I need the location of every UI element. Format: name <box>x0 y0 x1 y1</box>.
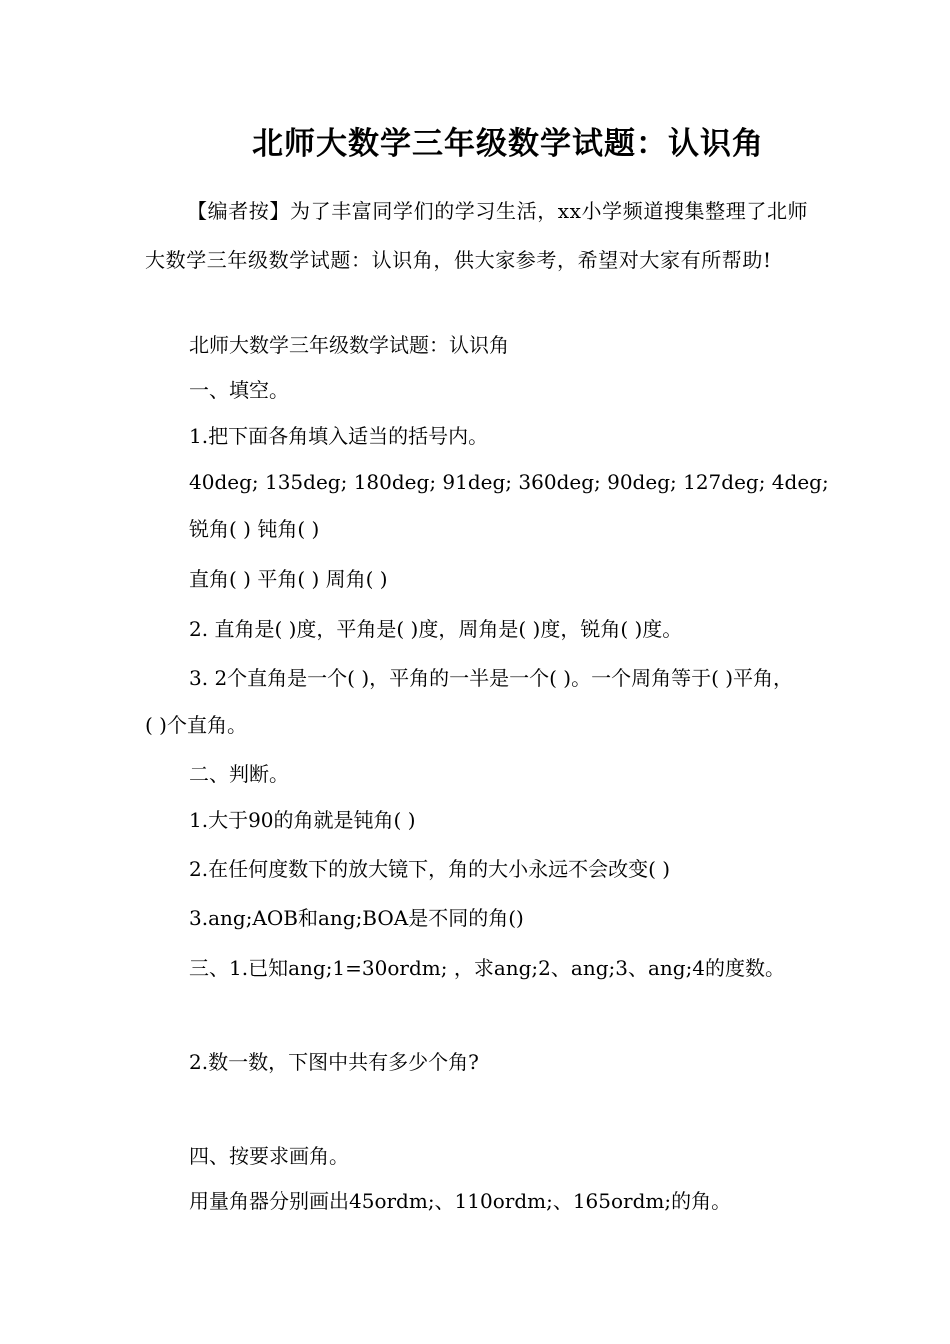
question-line: 1.把下面各角填入适当的括号内。 <box>189 424 489 448</box>
document-title: 北师大数学三年级数学试题：认识角 <box>252 126 764 162</box>
question-line: 1.大于90的角就是钝角( ) <box>189 808 416 832</box>
question-line: 2.在任何度数下的放大镜下，角的大小永远不会改变( ) <box>189 857 671 881</box>
section-heading-judgement: 二、判断。 <box>189 762 289 786</box>
angle-list-line: 40deg; 135deg; 180deg; 91deg; 360deg; 90deg; 127deg; 4deg; <box>189 470 829 494</box>
answer-line: 锐角( ) 钝角( ) <box>189 517 320 541</box>
question-line: 2.数一数，下图中共有多少个角? <box>189 1050 479 1074</box>
section-heading-fill-blank: 一、填空。 <box>189 378 289 402</box>
question-line: 2. 直角是( )度，平角是( )度，周角是( )度，锐角( )度。 <box>189 617 683 641</box>
section-heading-drawing: 四、按要求画角。 <box>189 1144 349 1168</box>
subtitle-line: 北师大数学三年级数学试题：认识角 <box>189 333 509 357</box>
question-line: 3. 2个直角是一个( )，平角的一半是一个( )。一个周角等于( )平角， <box>189 666 794 690</box>
answer-line: 直角( ) 平角( ) 周角( ) <box>189 567 388 591</box>
intro-paragraph: 【编者按】为了丰富同学们的学习生活，xx小学频道搜集整理了北师大数学三年级数学试题：认识角，供大家参考，希望对大家有所帮助! <box>145 199 809 272</box>
question-continuation-line: ( )个直角。 <box>145 713 247 737</box>
question-line: 用量角器分别画出45ordm;、110ordm;、165ordm;的角。 <box>189 1189 732 1213</box>
section-heading-calculation: 三、1.已知ang;1=30ordm; ，求ang;2、ang;3、ang;4的度数。 <box>189 956 786 980</box>
question-line: 3.ang;AOB和ang;BOA是不同的角() <box>189 906 524 930</box>
